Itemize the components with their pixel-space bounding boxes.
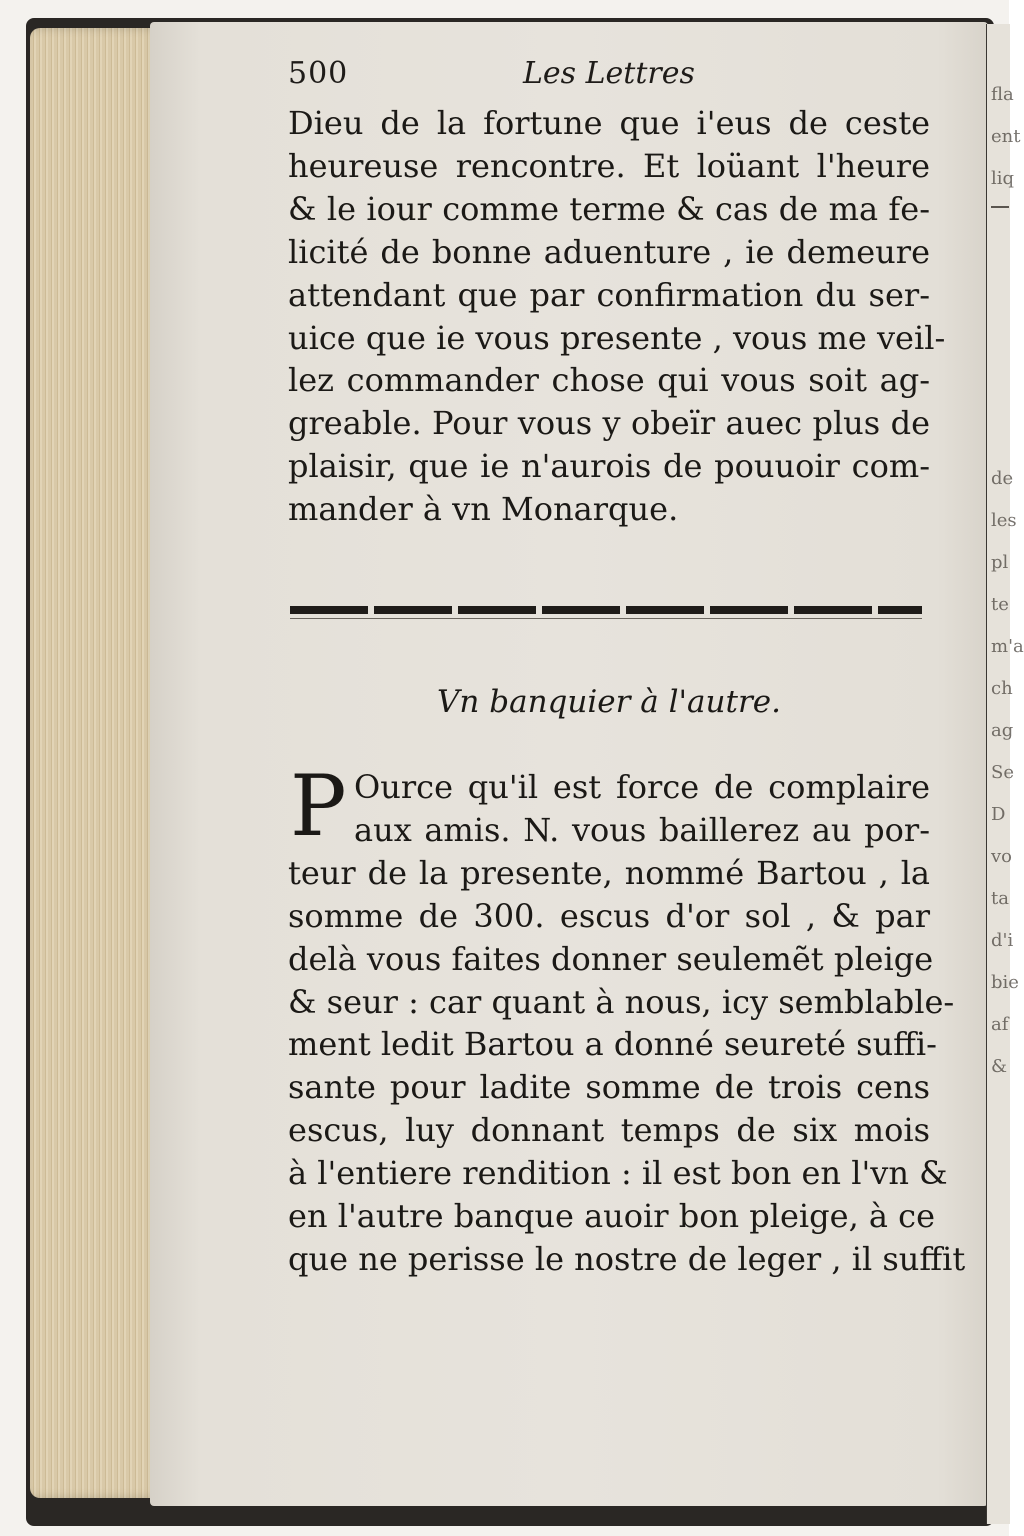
text-line: Ource qu'il est force de complaire: [354, 768, 930, 806]
facing-fragment: liq: [991, 168, 1015, 189]
running-head: [288, 56, 928, 96]
facing-fragment: D: [991, 804, 1006, 825]
divider-hairline: [290, 618, 922, 619]
facing-rule: [991, 206, 1009, 208]
text-line: escus, luy donnant temps de six mois: [288, 1111, 930, 1150]
facing-fragment: af: [991, 1014, 1009, 1035]
page-number: 500: [288, 56, 349, 91]
ornamental-divider: [290, 606, 922, 614]
paragraph-2: [288, 757, 966, 1281]
text-line: uice que ie vous presente , vous me veil-: [288, 318, 946, 357]
facing-fragment: les: [991, 510, 1017, 531]
facing-fragment: bie: [991, 972, 1019, 993]
letter-heading: Vn banquier à l'autre.: [437, 684, 781, 720]
text-line: heureuse rencontre. Et loüant l'heure: [288, 146, 930, 185]
facing-fragment: vo: [991, 846, 1013, 867]
facing-fragment: ch: [991, 678, 1013, 699]
facing-fragment: pl: [991, 552, 1009, 573]
facing-fragment: d'i: [991, 930, 1014, 951]
text-line: lez commander chose qui vous soit ag-: [288, 361, 930, 400]
text-line: mander à vn Monarque.: [288, 490, 679, 529]
facing-fragment: Se: [991, 762, 1014, 783]
facing-fragment: ent: [991, 126, 1021, 147]
facing-fragment: de: [991, 468, 1014, 489]
text-line: plaisir, que ie n'aurois de pouuoir com-: [288, 447, 930, 486]
running-title: Les Lettres: [523, 56, 695, 91]
facing-fragment: te: [991, 594, 1009, 615]
text-line: en l'autre banque auoir bon pleige, à ce: [288, 1197, 936, 1236]
facing-fragment: fla: [991, 84, 1014, 105]
text-line: teur de la presente, nommé Bartou , la: [288, 853, 930, 892]
text-line: greable. Pour vous y obeïr auec plus de: [288, 404, 930, 443]
text-line: que ne perisse le nostre de leger , il suffit: [288, 1239, 966, 1278]
facing-fragment: m'a: [991, 636, 1024, 657]
text-line: licité de bonne aduenture , ie demeure: [288, 232, 930, 271]
text-line: & seur : car quant à nous, icy semblable-: [288, 982, 955, 1021]
facing-fragment: ta: [991, 888, 1009, 909]
text-line: attendant que par confirmation du ser-: [288, 275, 930, 314]
facing-fragment: &: [991, 1056, 1008, 1077]
page-edges: [30, 28, 160, 1498]
text-line: sante pour ladite somme de trois cens: [288, 1068, 930, 1107]
text-line: à l'entiere rendition : il est bon en l'vn &: [288, 1154, 948, 1193]
text-line: & le iour comme terme & cas de ma fe-: [288, 189, 930, 228]
facing-fragment: ag: [991, 720, 1014, 741]
text-line: somme de 300. escus d'or sol , & par: [288, 896, 930, 935]
text-line: ment ledit Bartou a donné seureté suffi-: [288, 1025, 937, 1064]
text-line: Dieu de la fortune que i'eus de ceste: [288, 104, 930, 142]
text-line: delà vous faites donner seulemẽt pleige: [288, 939, 934, 978]
paragraph-1: [288, 102, 946, 531]
drop-cap: P: [290, 757, 347, 855]
facing-page-edge: [986, 24, 1024, 1524]
text-line: aux amis. N. vous baillerez au por-: [354, 810, 930, 849]
